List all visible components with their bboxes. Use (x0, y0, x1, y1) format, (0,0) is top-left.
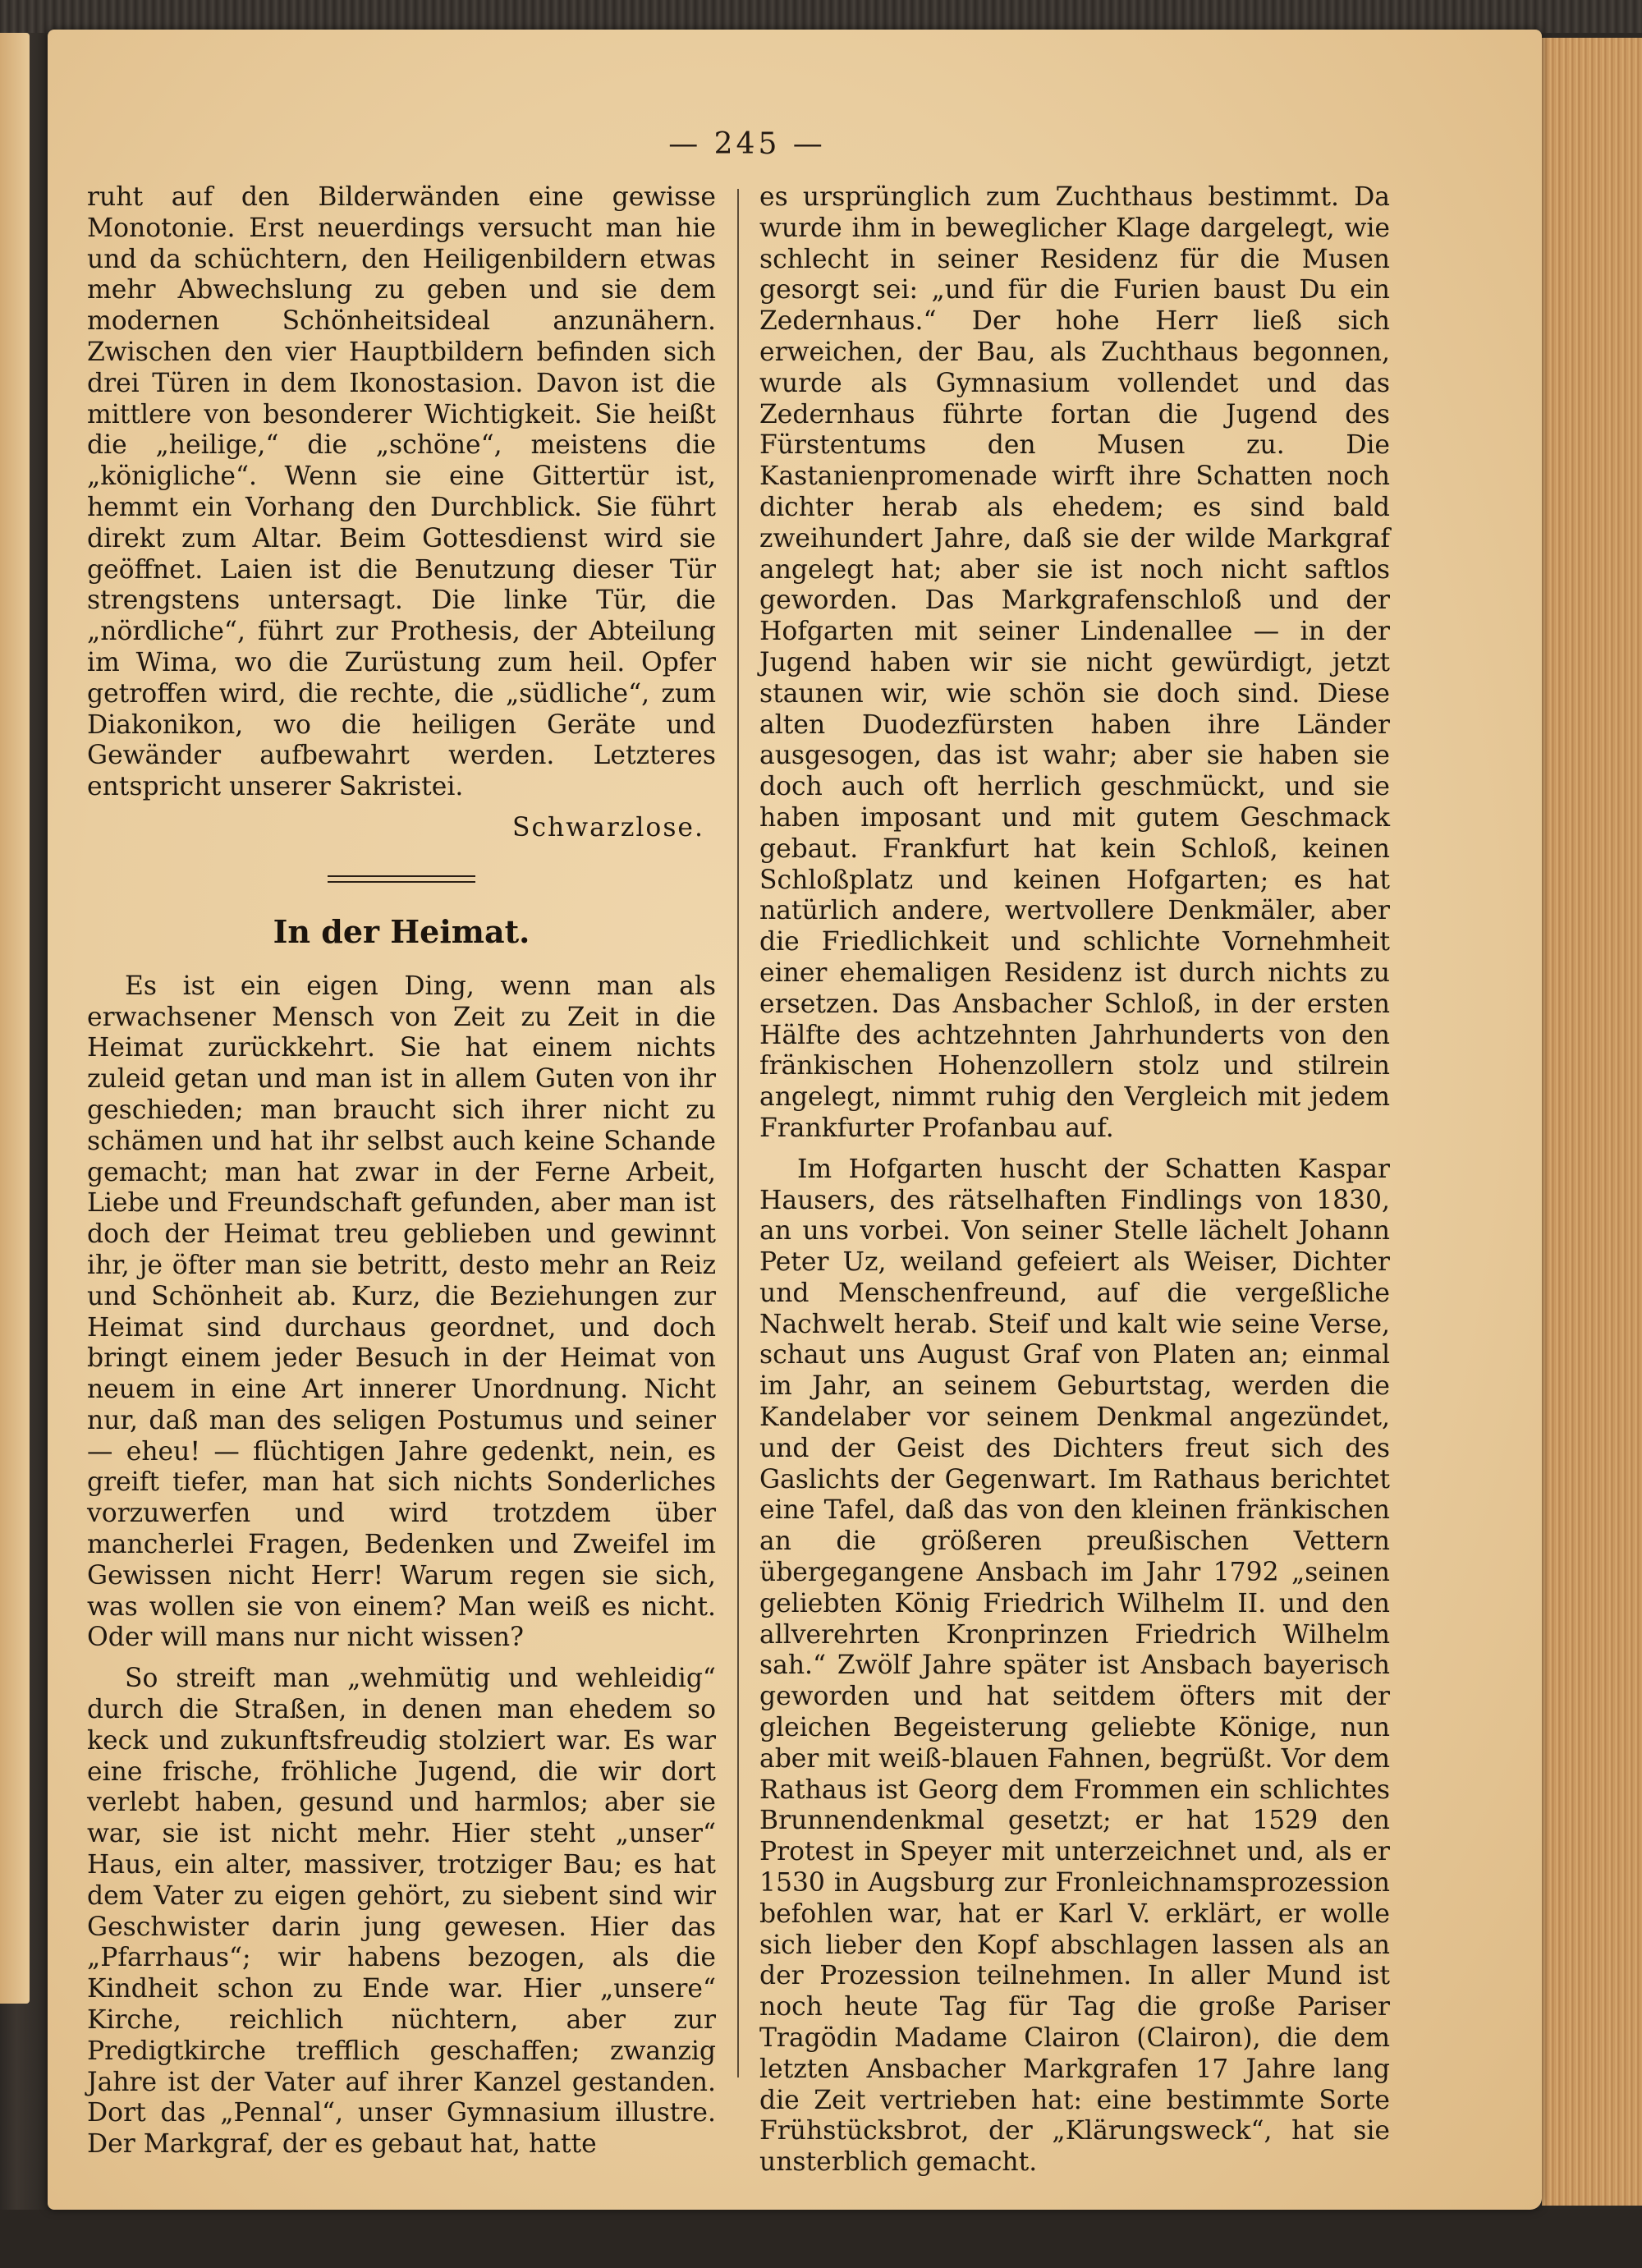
section-title: In der Heimat. (273, 912, 530, 950)
column-divider (737, 189, 739, 2077)
right-column (759, 182, 1390, 2188)
divider-line-top (328, 875, 475, 877)
previous-page-edge (0, 33, 30, 2004)
page-stack-edge (1542, 38, 1642, 2206)
left-paragraph-1: ruht auf den Bilderwänden eine gewisse Monotonie. Erst neuerdings versucht man hie und da schüchtern, den Heiligenbildern etwas mehr Abwechslung zu geben und sie dem modernen Schönheitsideal anzunähern. Zwischen den vier Hauptbildern befinden sich drei Türen in dem Ikonostasion. Davon ist die mittlere von besonderer Wichtigkeit. Sie heißt die „heilige,“ die „schöne“, meistens die „königliche“. Wenn sie eine Gittertür ist, hemmt ein Vorhang den Durchblick. Sie führt direkt zum Altar. Beim Gottesdienst wird sie geöffnet. Laien ist die Benutzung dieser Tür strengstens untersagt. Die linke Tür, die „nördliche“, führt zur Prothesis, der Abteilung im Wima, wo die Zurüstung zum heil. Opfer getroffen wird, die rechte, die „südliche“, zum Diakonikon, wo die heiligen Geräte und Gewänder aufbewahrt werden. Letzteres entspricht unserer Sakristei. (87, 182, 716, 802)
page-number: — 245 — (668, 127, 826, 161)
right-paragraph-2: Im Hofgarten huscht der Schatten Kaspar Hausers, des rätselhaften Findlings von 1830, an uns vorbei. Von seiner Stelle lächelt Johann Peter Uz, weiland gefeiert als Weiser, Dichter und Menschenfreund, auf die vergeßliche Nachwelt herab. Steif und kalt wie seine Verse, schaut uns August Graf von Platen an; einmal im Jahr, an seinem Geburtstag, werden die Kandelaber vor seinem Denkmal angezündet, und der Geist des Dichters freut sich des Gaslichts der Gegenwart. Im Rathaus berichtet eine Tafel, daß das von den kleinen fränkischen an die größeren preußischen Vettern übergegangene Ansbach im Jahr 1792 „seinen geliebten König Friedrich Wilhelm II. und den allverehrten Kronprinzen Friedrich Wilhelm sah.“ Zwölf Jahre später ist Ansbach bayerisch geworden und hat seitdem öfters mit der gleichen Begeisterung geliebte Könige, nun aber mit weiß-blauen Fahnen, begrüßt. Vor dem Rathaus ist Georg dem Frommen ein schlichtes Brunnendenkmal gesetzt; er hat 1529 den Protest in Speyer mit unterzeichnet und, als er 1530 in Augsburg zur Fronleichnamsprozession befohlen war, hat er Karl V. erklärt, er wolle sich lieber den Kopf abschlagen lassen als an der Prozession teilnehmen. In aller Mund ist noch heute Tag für Tag die große Pariser Tragödin Madame Clairon (Clairon), die dem letzten Ansbacher Markgrafen 17 Jahre lang die Zeit vertrieben hat: eine bestimmte Sorte Frühstücksbrot, der „Klärungsweck“, hat sie unsterblich gemacht. (759, 1154, 1390, 2178)
left-paragraph-2: Es ist ein eigen Ding, wenn man als erwachsener Mensch von Zeit zu Zeit in die Heimat zurückkehrt. Sie hat einem nichts zuleid getan und man ist in allem Guten von ihr geschieden; man braucht sich ihrer nicht zu schämen und hat ihr selbst auch keine Schande gemacht; man hat zwar in der Ferne Arbeit, Liebe und Freundschaft gefunden, aber man ist doch der Heimat treu geblieben und gewinnt ihr, je öfter man sie betritt, desto mehr an Reiz und Schönheit ab. Kurz, die Beziehungen zur Heimat sind durchaus geordnet, und doch bringt einem jeder Besuch in der Heimat von neuem in eine Art innerer Unordnung. Nicht nur, daß man des seligen Postumus und seiner — eheu! — flüchtigen Jahre gedenkt, nein, es greift tiefer, man hat sich nichts Sonderliches vorzuwerfen und wird trotzdem über mancherlei Fragen, Bedenken und Zweifel im Gewissen nicht Herr! Warum regen sie sich, was wollen sie von einem? Man weiß es nicht. Oder will mans nur nicht wissen? (87, 971, 716, 1653)
author-signature: Schwarzlose. (511, 812, 704, 842)
scan-background-bottom (0, 2210, 1642, 2268)
right-paragraph-1: es ursprünglich zum Zuchthaus bestimmt. Da wurde ihm in beweglicher Klage dargelegt, wie schlecht in seiner Residenz für die Musen gesorgt sei: „und für die Furien baust Du ein Zedernhaus.“ Der hohe Herr ließ sich erweichen, der Bau, als Zuchthaus begonnen, wurde als Gymnasium vollendet und das Zedernhaus führte fortan die Jugend des Fürstentums den Musen zu. Die Kastanienpromenade wirft ihre Schatten noch dichter herab als ehedem; es sind bald zweihundert Jahre, daß sie der wilde Markgraf angelegt hat; aber sie ist noch nicht saftlos geworden. Das Markgrafenschloß und der Hofgarten mit seiner Lindenallee — in der Jugend haben wir sie nicht gewürdigt, jetzt staunen wir, wie schön sie doch sind. Diese alten Duodezfürsten haben ihre Länder ausgesogen, das ist wahr; aber sie haben sie doch auch oft herrlich geschmückt, und sie haben imposant und mit gutem Geschmack gebaut. Frankfurt hat kein Schloß, keinen Schloßplatz und keinen Hofgarten; es hat natürlich andere, wertvollere Denkmäler, aber die Friedlichkeit und schlichte Vornehmheit einer ehemaligen Residenz ist durch nichts zu ersetzen. Das Ansbacher Schloß, in der ersten Hälfte des achtzehnten Jahrhunderts von den fränkischen Hohenzollern stolz und stilrein angelegt, nimmt ruhig den Vergleich mit jedem Frankfurter Profanbau auf. (759, 182, 1390, 1143)
binding-edge-top (0, 0, 1642, 33)
divider-line-bottom (328, 881, 475, 883)
section-divider (328, 875, 475, 883)
left-paragraph-3: So streift man „wehmütig und wehleidig“ durch die Straßen, in denen man ehedem so keck und zukunftsfreudig stolziert war. Es war eine frische, fröhliche Jugend, die wir dort verlebt haben, gesund und harmlos; aber sie war, sie ist nicht mehr. Hier steht „unser“ Haus, ein alter, massiver, trotziger Bau; es hat dem Vater zu eigen gehört, zu siebent sind wir Geschwister darin jung gewesen. Hier das „Pfarrhaus“; wir habens bezogen, als die Kindheit schon zu Ende war. Hier „unsere“ Kirche, reichlich nüchtern, aber zur Predigtkirche trefflich geschaffen; zwanzig Jahre ist der Vater auf ihrer Kanzel gestanden. Dort das „Pennal“, unser Gymnasium illustre. Der Markgraf, der es gebaut hat, hatte (87, 1664, 716, 2160)
left-column (87, 182, 716, 2170)
